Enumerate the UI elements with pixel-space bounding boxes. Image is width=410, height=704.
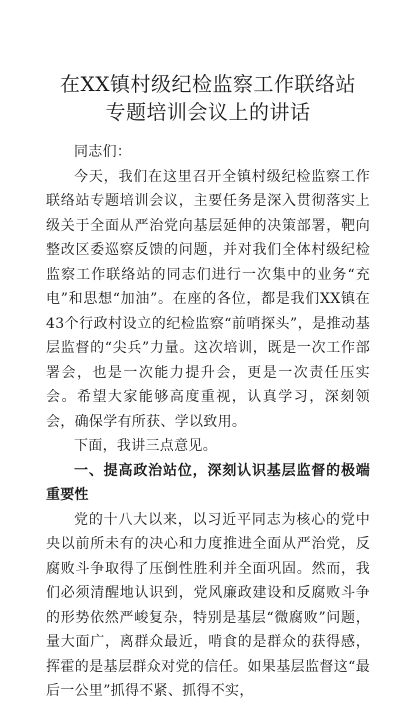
document-title: 在XX镇村级纪检监察工作联络站专题培训会议上的讲话 bbox=[60, 72, 356, 124]
paragraph-opening: 今天，我们在这里召开全镇村级纪检监察工作联络站专题培训会议，主要任务是深入贯彻落实上级关于全面从严治党向基层延伸的决策部署，靶向整改区委巡察反馈的问题，并对我们全体村级纪检监察工作联络站的同志们进行一次集中的业务“充电”和思想“加油”。在座的各位，都是我们XX镇在43个行政村设立的纪检监察“前哨探头”，是推动基层监督的“尖兵”力量。这次培训，既是一次工作部署会，也是一次能力提升会，更是一次责任压实会。希望大家能够高度重视，认真学习，深刻领会，确保学有所获、学以致用。 bbox=[46, 168, 370, 430]
paragraph-outline: 下面，我讲三点意见。 bbox=[74, 438, 217, 454]
section-heading-1: 一、提高政治站位，深刻认识基层监督的极端重要性 bbox=[46, 462, 370, 503]
document-body bbox=[46, 140, 370, 704]
section-1-paragraph: 党的十八大以来，以习近平同志为核心的党中央以前所未有的决心和力度推进全面从严治党，反腐败斗争取得了压倒性胜利并全面巩固。然而，我们必须清醒地认识到，党风廉政建设和反腐败斗争的形势依然严峻复杂，特别是基层“微腐败”问题，量大面广，离群众最近，啃食的是群众的获得感，挥霍的是基层群众对党的信任。如果基层监督这“最后一公里”抓得不紧、抓得不实， bbox=[46, 511, 370, 699]
salutation: 同志们： bbox=[74, 144, 132, 160]
